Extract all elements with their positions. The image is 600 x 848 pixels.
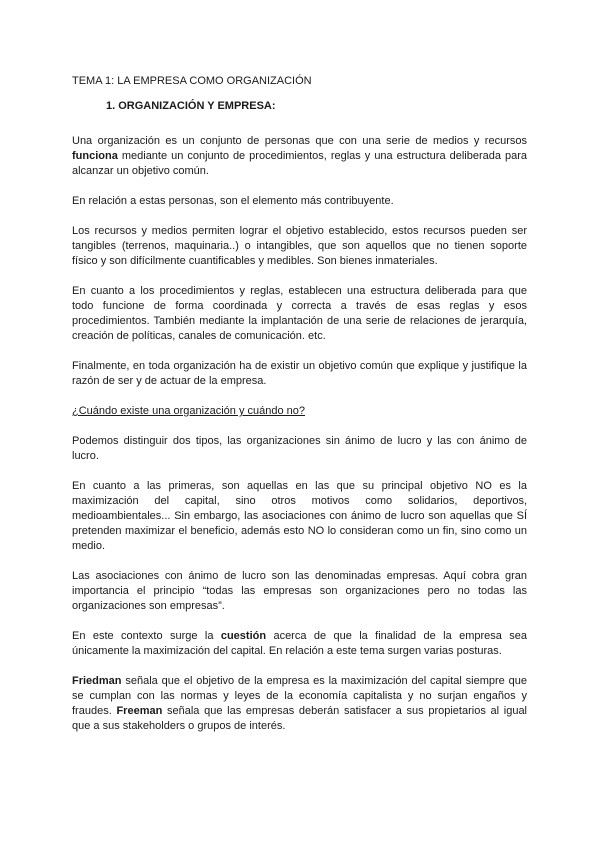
paragraph-line: tangibles (terrenos, maquinaria..) o intangibles, que son aquellos que no tienen soporte — [72, 240, 527, 252]
paragraph-line: razón de ser y de actuar de la empresa. — [72, 375, 267, 387]
paragraph-line: En relación a estas personas, son el elemento más contribuyente. — [72, 195, 394, 207]
paragraph-line: Una organización es un conjunto de personas que con una serie de medios y recursos — [72, 135, 527, 147]
paragraph-line: En cuanto a los procedimientos y reglas, establecen una estructura deliberada para que — [72, 285, 527, 297]
paragraph-line: Finalmente, en toda organización ha de existir un objetivo común que explique y justifique la — [72, 360, 527, 372]
paragraph-line: Las asociaciones con ánimo de lucro son las denominadas empresas. Aquí cobra gran — [72, 570, 527, 582]
paragraph-line: medio. — [72, 540, 106, 552]
paragraph-line: todo funcione de forma coordinada y correcta a través de esas reglas y esos — [72, 300, 527, 312]
paragraph-line: fraudes. Freeman señala que las empresas deberán satisfacer a sus propietarios al igual — [72, 705, 528, 717]
paragraph-line: medioambientales... Sin embargo, las asociaciones con ánimo de lucro son aquellas que SÍ — [72, 510, 527, 522]
paragraph-line: se cumplan con las normas y leyes de la economía capitalista y no surjan engaños y — [72, 690, 527, 702]
paragraph-line: En este contexto surge la cuestión acerca de que la finalidad de la empresa sea — [72, 630, 527, 642]
paragraph-line: pretenden maximizar el beneficio, además esto NO lo consideran como un fin, sino como un — [72, 525, 527, 537]
paragraph-line: alcanzar un objetivo común. — [72, 165, 209, 177]
bold-term: Friedman — [72, 675, 122, 687]
section-heading: 1. ORGANIZACIÓN Y EMPRESA: — [106, 100, 276, 112]
paragraph-line: organizaciones son empresas”. — [72, 600, 225, 612]
paragraph-line: Los recursos y medios permiten lograr el objetivo establecido, estos recursos pueden ser — [72, 225, 527, 237]
paragraph-line: maximización del capital, sino otros motivos como solidarios, deportivos, — [72, 495, 527, 507]
bold-term: funciona — [72, 150, 118, 162]
document-title: TEMA 1: LA EMPRESA COMO ORGANIZACIÓN — [72, 75, 312, 87]
bold-term: Freeman — [116, 705, 163, 717]
bold-term: cuestión — [220, 630, 267, 642]
paragraph-line: lucro. — [72, 450, 99, 462]
paragraph-line: funciona mediante un conjunto de procedimientos, reglas y una estructura deliberada para — [72, 150, 527, 162]
section-question: ¿Cuándo existe una organización y cuándo no? — [72, 405, 305, 417]
paragraph-line: procedimientos. También mediante la implantación de una serie de relaciones de jerarquía, — [72, 315, 527, 327]
paragraph-line: Podemos distinguir dos tipos, las organizaciones sin ánimo de lucro y las con ánimo de — [72, 435, 527, 447]
paragraph-line: creación de políticas, canales de comunicación. etc. — [72, 330, 326, 342]
paragraph-line: Friedman señala que el objetivo de la empresa es la maximización del capital siempre que — [72, 675, 527, 687]
paragraph-line: importancia el principio “todas las empresas son organizaciones pero no todas las — [72, 585, 527, 597]
paragraph-line: únicamente la maximización del capital. En relación a este tema surgen varias posturas. — [72, 645, 502, 657]
paragraph-line: que a sus stakeholders o grupos de interés. — [72, 720, 286, 732]
paragraph-line: En cuanto a las primeras, son aquellas en las que su principal objetivo NO es la — [72, 480, 527, 492]
paragraph-line: físico y son difícilmente cuantificables y medibles. Son bienes inmateriales. — [72, 255, 438, 267]
